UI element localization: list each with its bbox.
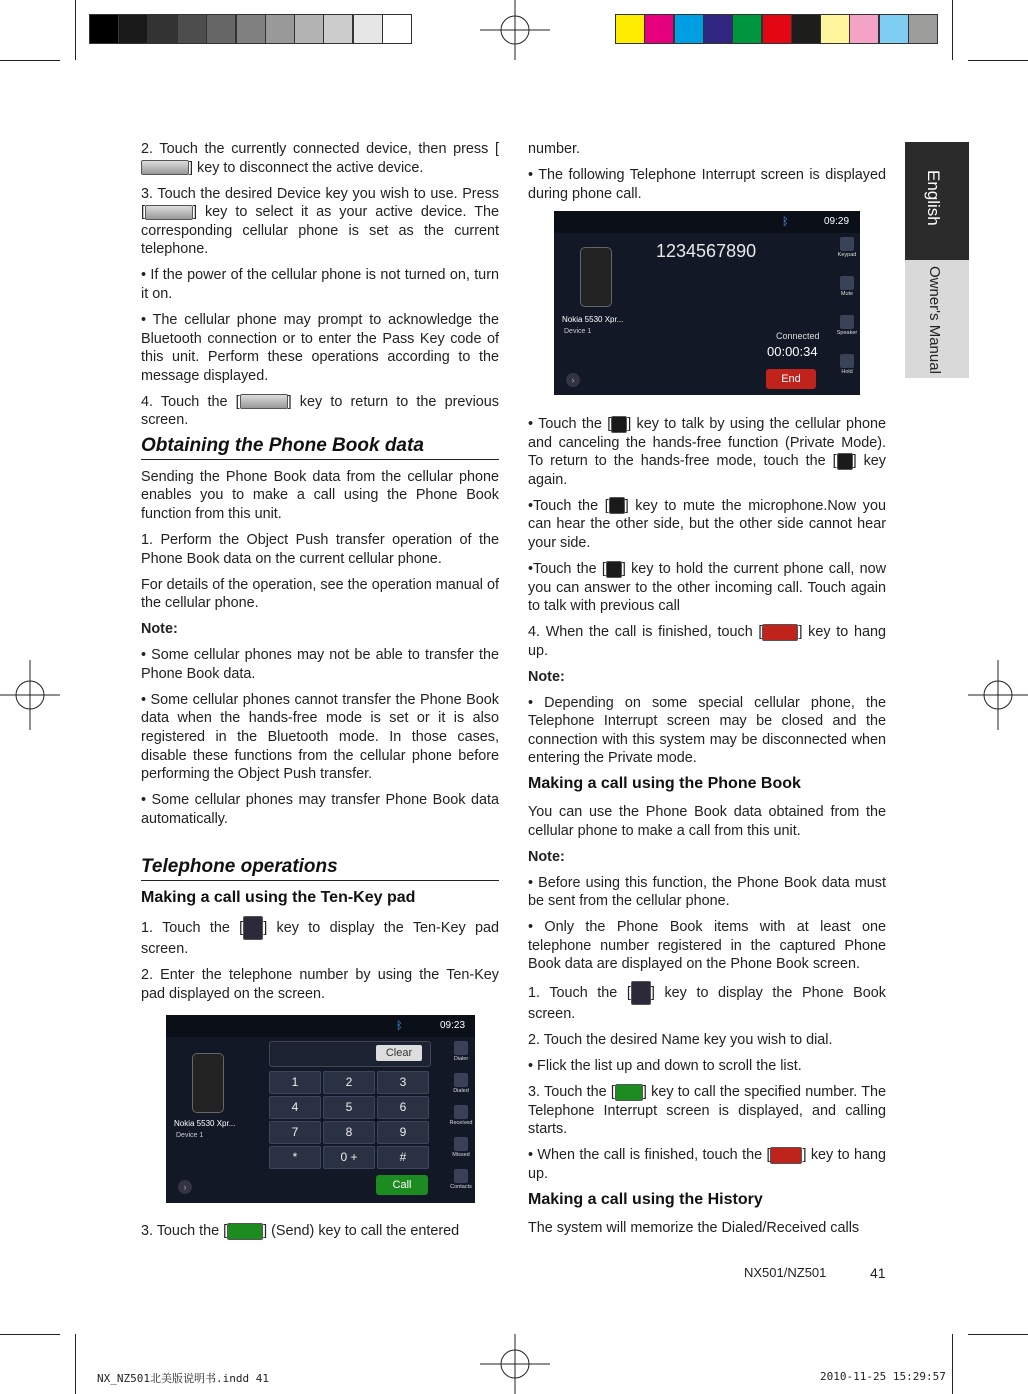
- registration-mark-left: [0, 660, 60, 730]
- gray-swatch: [118, 14, 148, 44]
- color-swatch: [791, 14, 821, 44]
- subsection-heading: Making a call using the Ten-Key pad: [141, 888, 416, 906]
- menu-icon: [840, 354, 854, 368]
- paragraph: number.: [528, 141, 580, 157]
- gray-swatch: [148, 14, 178, 44]
- end-key-icon: [770, 1147, 802, 1164]
- color-swatch: [732, 14, 762, 44]
- section-heading: Telephone operations: [141, 858, 499, 881]
- side-menu-item[interactable]: [448, 1073, 474, 1095]
- hold-key-icon: [606, 561, 622, 578]
- side-menu-item[interactable]: [448, 1041, 474, 1063]
- language-tab: [905, 142, 969, 260]
- color-swatch: [879, 14, 909, 44]
- side-menu-item[interactable]: [834, 276, 860, 298]
- call-duration: 00:00:34: [767, 344, 818, 359]
- gray-swatch: [89, 14, 119, 44]
- crop-mark: [75, 1334, 76, 1394]
- paragraph: 1. Perform the Object Push transfer operation of the Phone Book data on the current cellular phone.: [141, 532, 499, 567]
- cut-key-icon: [141, 160, 189, 175]
- crop-mark: [952, 0, 953, 60]
- connect-key-icon: [145, 205, 193, 220]
- phone-image: [580, 247, 612, 307]
- crop-mark: [952, 1334, 953, 1394]
- interrupt-screenshot: [554, 211, 860, 395]
- side-menu-item[interactable]: [448, 1137, 474, 1159]
- right-column: [528, 140, 886, 211]
- gray-swatch: [206, 14, 236, 44]
- paragraph: 2. Touch the currently connected device, then press [] key to disconnect the active device.: [141, 141, 499, 176]
- menu-icon: [840, 237, 854, 251]
- end-key-icon: [762, 624, 798, 641]
- side-menu-item[interactable]: [448, 1169, 474, 1191]
- paragraph: • When the call is finished, touch the [ ] key to hang up.: [528, 1147, 886, 1183]
- paragraph: 1. Touch the [ ] key to display the Phone Book screen.: [528, 981, 886, 1024]
- paragraph: • The cellular phone may prompt to acknowledge the Bluetooth connection or to enter the Pass Key code of this unit. Perform these operations according to the message displayed.: [141, 311, 499, 384]
- call-key-icon: [615, 1084, 643, 1101]
- clock: 09:23: [440, 1020, 466, 1031]
- paragraph: 3. Touch the [ ] key to call the specified number. The Telephone Interrupt screen is displayed, and calling starts.: [528, 1084, 886, 1138]
- paragraph: •Touch the [ ] key to mute the microphone.Now you can hear the other side, but the other side cannot hear your side.: [528, 497, 886, 551]
- subsection-heading: Making a call using the Phone Book: [528, 775, 801, 793]
- menu-label: Dialer: [453, 1056, 469, 1062]
- crop-mark: [0, 1334, 60, 1335]
- device-name: Nokia 5530 Xpr...: [562, 315, 624, 324]
- paragraph: • Some cellular phones may not be able to transfer the Phone Book data.: [141, 647, 499, 682]
- keypad-key[interactable]: 4: [269, 1096, 321, 1119]
- keypad-key[interactable]: 5: [323, 1096, 375, 1119]
- paragraph: 2. Enter the telephone number by using the Ten-Key pad displayed on the screen.: [141, 967, 499, 1003]
- color-swatch: [820, 14, 850, 44]
- paragraph: 2. Touch the desired Name key you wish to dial.: [528, 1032, 833, 1049]
- menu-label: Missed: [452, 1152, 470, 1158]
- left-column: [141, 140, 499, 1011]
- paragraph: You can use the Phone Book data obtained from the cellular phone to make a call from this unit.: [528, 804, 886, 839]
- paragraph: 4. When the call is finished, touch [ ] key to hang up.: [528, 624, 887, 659]
- paragraph: 1. Touch the [ ] key to display the Ten-Key pad screen.: [141, 916, 499, 959]
- clock: 09:29: [824, 216, 850, 227]
- subsection-heading: Making a call using the History: [528, 1191, 763, 1209]
- side-menu: [834, 237, 860, 393]
- paragraph: For details of the operation, see the operation manual of the cellular phone.: [141, 576, 499, 612]
- gray-swatch: [177, 14, 207, 44]
- menu-label: Contacts: [450, 1184, 472, 1190]
- menu-label: Received: [449, 1120, 473, 1126]
- left-column-end: [141, 1222, 499, 1248]
- paragraph: • Flick the list up and down to scroll the list.: [528, 1058, 802, 1075]
- crop-mark: [75, 0, 76, 60]
- crop-mark: [968, 60, 1028, 61]
- paragraph: • Only the Phone Book items with at least one telephone number registered in the captured Phone Book data are displayed on the Phone Book screen.: [528, 919, 886, 973]
- menu-label: Keypad: [837, 252, 857, 258]
- model-number: NX501/NZ501: [744, 1265, 827, 1280]
- paragraph: •Touch the [ ] key to hold the current phone call, now you can answer to the other incoming call. Touch again to talk with previous call: [528, 560, 886, 615]
- tab-manual-label: Owner's Manual: [926, 266, 943, 374]
- status-bar: [554, 211, 860, 233]
- color-swatch: [674, 14, 704, 44]
- keypad-key[interactable]: 3: [377, 1071, 429, 1094]
- keypad-key[interactable]: 7: [269, 1121, 321, 1144]
- menu-label: Mute: [840, 291, 854, 297]
- note-label: Note:: [141, 621, 178, 638]
- bluetooth-icon: ᛒ: [396, 1020, 403, 1032]
- keypad: [269, 1071, 431, 1171]
- note-label: Note:: [528, 848, 565, 865]
- registration-mark-right: [968, 660, 1028, 730]
- side-menu-item[interactable]: [834, 315, 860, 337]
- gray-swatch: [265, 14, 295, 44]
- keypad-key[interactable]: 2: [323, 1071, 375, 1094]
- call-key-icon: [227, 1223, 263, 1240]
- mute-key-icon: [609, 497, 625, 514]
- device-name: Nokia 5530 Xpr...: [174, 1119, 236, 1128]
- status-bar: [166, 1015, 475, 1037]
- menu-icon: [454, 1169, 468, 1183]
- paragraph: • Touch the [ ] key to talk by using the cellular phone and canceling the hands-free function (Private Mode). To return to the hands-free mode, touch the [ ] key again.: [528, 416, 886, 488]
- page-number: 41: [870, 1265, 886, 1281]
- end-button[interactable]: End: [766, 369, 816, 389]
- paragraph: • If the power of the cellular phone is not turned on, turn it on.: [141, 267, 499, 302]
- private-mode-key-icon: [837, 453, 853, 470]
- crop-mark: [0, 60, 60, 61]
- menu-label: Dialed: [453, 1088, 469, 1094]
- phone-image: [192, 1053, 224, 1113]
- registration-mark-bottom: [480, 1334, 550, 1394]
- menu-icon: [454, 1105, 468, 1119]
- device-label: Device 1: [564, 328, 592, 335]
- keypad-key[interactable]: *: [269, 1146, 321, 1169]
- crop-mark: [968, 1334, 1028, 1335]
- keypad-key[interactable]: 1: [269, 1071, 321, 1094]
- paragraph: The system will memorize the Dialed/Received calls: [528, 1219, 860, 1236]
- color-swatch: [762, 14, 792, 44]
- collapse-icon[interactable]: ›: [178, 1180, 192, 1194]
- side-menu-item[interactable]: [448, 1105, 474, 1127]
- gray-swatch: [236, 14, 266, 44]
- paragraph: • Before using this function, the Phone Book data must be sent from the cellular phone.: [528, 874, 886, 910]
- side-menu-item[interactable]: [834, 354, 860, 376]
- contacts-key-icon: [631, 981, 651, 1005]
- bluetooth-icon: ᛒ: [782, 216, 789, 228]
- gray-swatch: [294, 14, 324, 44]
- color-swatch: [908, 14, 938, 44]
- call-button[interactable]: Call: [376, 1175, 428, 1195]
- menu-icon: [840, 276, 854, 290]
- registration-mark-top: [480, 0, 550, 60]
- color-swatch: [849, 14, 879, 44]
- gray-swatch: [382, 14, 412, 44]
- slug-filename: NX_NZ501北美版说明书.indd 41: [97, 1372, 269, 1385]
- right-column-2: [528, 415, 886, 1245]
- paragraph: • Depending on some special cellular phone, the Telephone Interrupt screen may be closed and the connection with this system may be disconnected when entering the Private mode.: [528, 694, 886, 767]
- paragraph: • Some cellular phones may transfer Phone Book data automatically.: [141, 792, 499, 827]
- paragraph: • The following Telephone Interrupt screen is displayed during phone call.: [528, 166, 886, 202]
- tab-language-label: English: [924, 170, 943, 226]
- keypad-key[interactable]: 0 +: [323, 1146, 375, 1169]
- menu-label: Speaker: [836, 330, 858, 336]
- paragraph: 4. Touch the [ ] key to return to the previous screen.: [141, 393, 499, 429]
- call-status: Connected: [776, 331, 820, 341]
- device-label: Device 1: [176, 1132, 204, 1139]
- menu-icon: [454, 1073, 468, 1087]
- private-mode-key-icon: [611, 416, 627, 433]
- slug-date: 2010-11-25 15:29:57: [820, 1370, 946, 1383]
- keypad-key[interactable]: 9: [377, 1121, 429, 1144]
- paragraph: Sending the Phone Book data from the cellular phone enables you to make a call using the Phone Book function from this unit.: [141, 468, 499, 523]
- paragraph: 3. Touch the desired Device key you wish to use. Press [ ] key to select it as your active device. The corresponding cellular phone is set as the current telephone.: [141, 185, 499, 258]
- dialed-number: 1234567890: [656, 241, 757, 261]
- keypad-key[interactable]: #: [377, 1146, 429, 1169]
- menu-icon: [840, 315, 854, 329]
- back-key-icon: [240, 394, 288, 409]
- menu-label: Hold: [841, 369, 853, 375]
- keypad-key[interactable]: 6: [377, 1096, 429, 1119]
- color-swatch: [615, 14, 645, 44]
- note-label: Note:: [528, 668, 565, 685]
- menu-icon: [454, 1041, 468, 1055]
- dialer-key-icon: [243, 916, 263, 940]
- paragraph: • Some cellular phones cannot transfer the Phone Book data when the hands-free mode is set or it is also registered in the Bluetooth mode. In those cases, disable these functions from the cellular phone before performing the Object Push transfer.: [141, 691, 499, 783]
- manual-tab: [905, 260, 969, 378]
- clear-button[interactable]: Clear: [376, 1045, 422, 1061]
- gray-swatch: [323, 14, 353, 44]
- collapse-icon[interactable]: ›: [566, 373, 580, 387]
- color-swatch: [703, 14, 733, 44]
- color-swatch: [644, 14, 674, 44]
- menu-icon: [454, 1137, 468, 1151]
- paragraph: 3. Touch the [ ] (Send) key to call the entered: [141, 1223, 460, 1239]
- section-heading: Obtaining the Phone Book data: [141, 437, 499, 460]
- dialer-screenshot: [166, 1015, 475, 1203]
- side-menu-item[interactable]: [834, 237, 860, 259]
- gray-swatch: [353, 14, 383, 44]
- keypad-key[interactable]: 8: [323, 1121, 375, 1144]
- side-menu: [448, 1041, 474, 1201]
